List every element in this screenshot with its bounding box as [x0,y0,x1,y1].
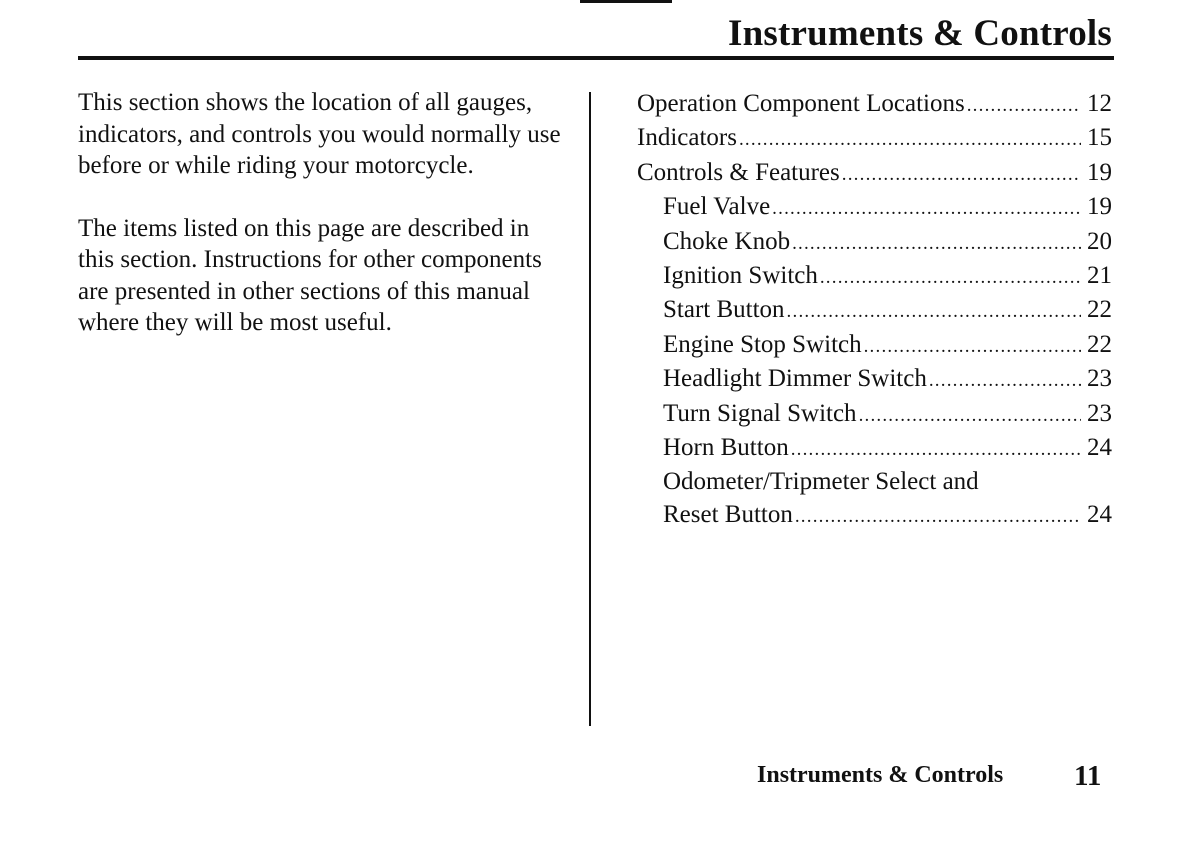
toc-item-fuel-valve[interactable] [637,191,1112,225]
toc-item-label: Odometer/Tripmeter Select and [663,468,979,496]
toc-item-page: 15 [1087,124,1112,152]
intro-paragraph-1: This section shows the location of all gauges, indicators, and controls you would normally use before or while riding your motorcycle. [78,89,561,179]
table-of-contents [637,88,1112,533]
dot-leader [929,365,1081,397]
toc-item-page: 19 [1087,158,1112,186]
toc-item-page: 22 [1087,296,1112,324]
toc-item-page: 23 [1087,399,1112,427]
intro-paragraph-2: The items listed on this page are described in this section. Instructions for other components are presented in other sections of this manual where they will be most useful. [78,214,542,336]
toc-item-engine-stop-switch[interactable] [637,329,1112,363]
dot-leader [967,90,1081,122]
toc-item-label: Turn Signal Switch [663,399,857,427]
dot-leader [820,262,1081,294]
toc-item-horn-button[interactable] [637,432,1112,466]
toc-item-label: Operation Component Locations [637,90,965,117]
toc-item-ignition-switch[interactable] [637,260,1112,294]
page-title: Instruments & Controls [727,13,1112,54]
toc-item-label: Controls & Features [637,158,840,186]
toc-item-controls-features[interactable] [637,157,1112,191]
toc-item-label: Choke Knob [663,227,791,255]
intro-text [78,87,568,370]
toc-item-label: Reset Button [663,500,793,528]
toc-item-label: Indicators [637,124,737,152]
toc-item-page: 19 [1087,193,1112,221]
dot-leader [791,434,1081,466]
toc-item-label: Horn Button [663,434,789,462]
dot-leader [859,400,1081,432]
dot-leader [739,124,1081,156]
toc-item-operation-component-locations[interactable] [637,88,1112,122]
toc-item-page: 21 [1087,262,1112,290]
toc-item-page: 20 [1087,227,1112,255]
dot-leader [795,501,1081,533]
dot-leader [787,296,1081,328]
toc-item-odometer-tripmeter-line-2[interactable] [637,499,1112,533]
top-edge-mark [580,0,672,3]
toc-item-page: 12 [1087,90,1112,117]
toc-item-page: 23 [1087,365,1112,393]
dot-leader [772,193,1081,225]
toc-item-label: Fuel Valve [663,193,771,221]
toc-item-label: Start Button [663,296,785,324]
toc-item-page: 22 [1087,330,1112,358]
footer-section-title: Instruments & Controls [757,762,1004,788]
toc-item-start-button[interactable] [637,294,1112,328]
column-divider [589,92,591,726]
toc-item-label: Ignition Switch [663,262,818,290]
toc-item-page: 24 [1087,500,1112,528]
dot-leader [864,331,1081,363]
toc-item-choke-knob[interactable] [637,226,1112,260]
toc-item-turn-signal-switch[interactable] [637,398,1112,432]
dot-leader [842,159,1081,191]
toc-item-label: Engine Stop Switch [663,330,862,358]
footer-page-number: 11 [1074,760,1102,792]
toc-item-label: Headlight Dimmer Switch [663,365,927,393]
toc-item-odometer-tripmeter-line-1[interactable] [637,466,1112,498]
toc-item-headlight-dimmer-switch[interactable] [637,363,1112,397]
title-rule [78,56,1114,60]
toc-item-page: 24 [1087,434,1112,462]
toc-item-indicators[interactable] [637,122,1112,156]
dot-leader [792,228,1081,260]
